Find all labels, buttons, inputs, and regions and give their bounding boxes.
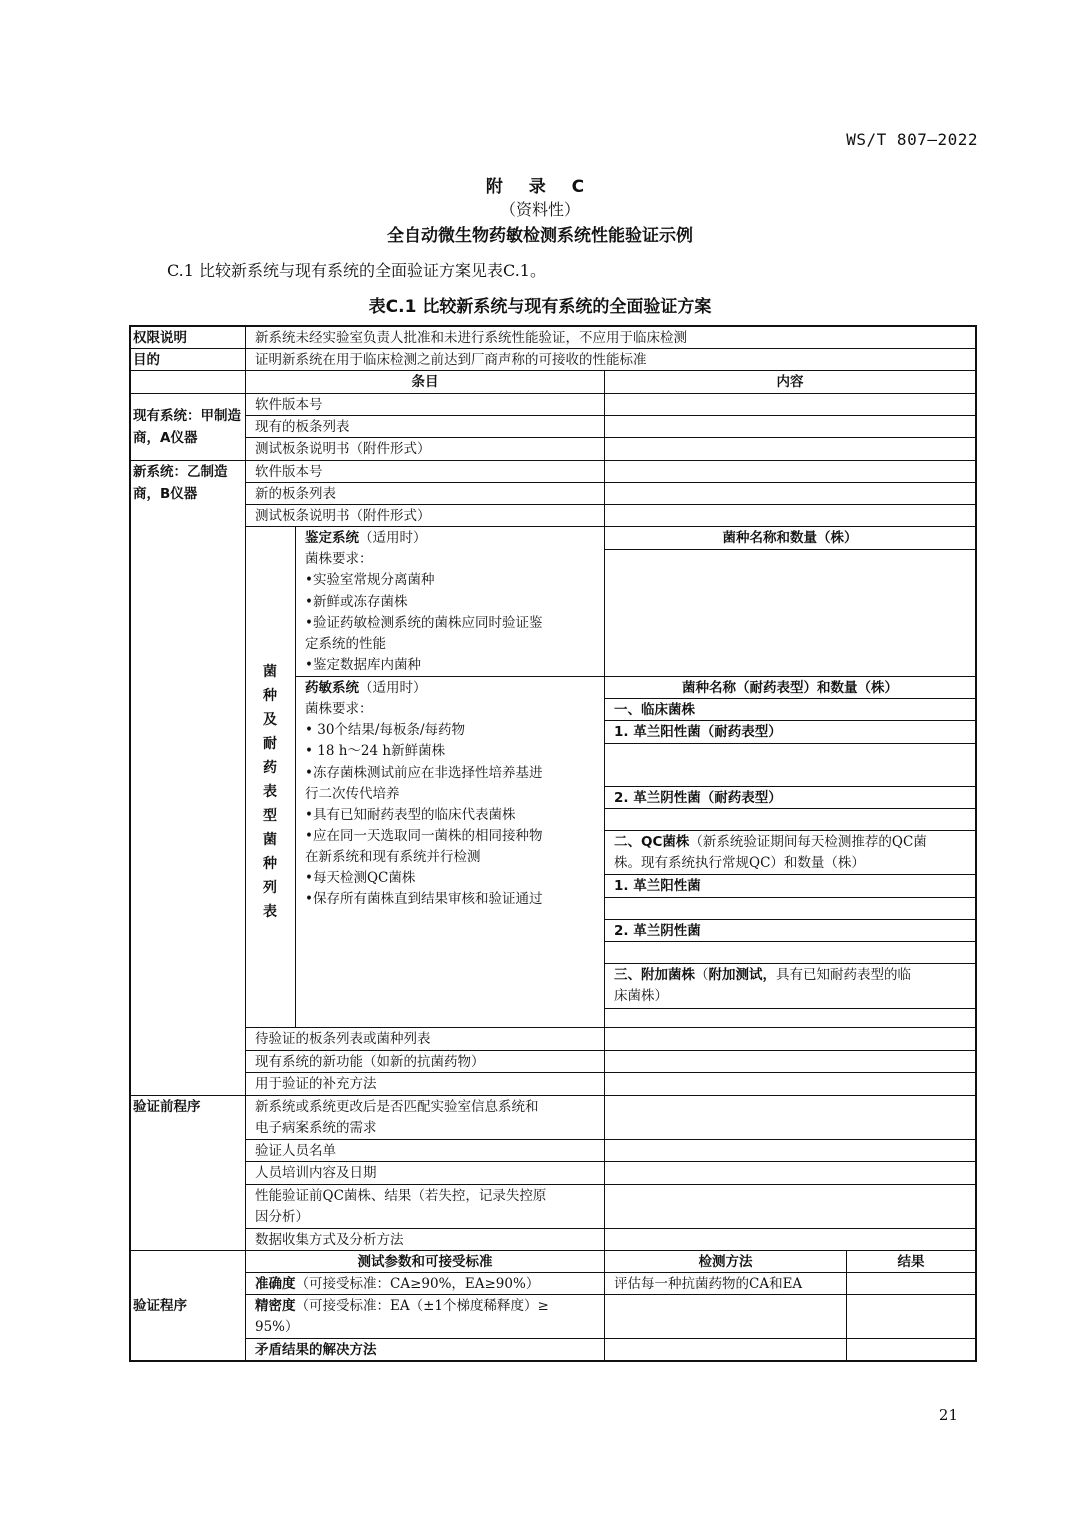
- new-strip-manual: 测试板条说明书（附件形式）: [255, 508, 431, 524]
- ast-item: •冻存菌株测试前应在非选择性培养基进: [305, 765, 543, 781]
- column-header-content: 内容: [776, 374, 804, 390]
- standard-code: WS/T 807—2022: [846, 130, 978, 149]
- permission-label: 权限说明: [133, 330, 187, 346]
- qc-strains-title: 二、QC菌株: [614, 834, 690, 850]
- extra-strains-title: 三、附加菌株: [614, 967, 695, 983]
- result-header: 结果: [897, 1254, 925, 1270]
- extra-strains-note-a: （: [695, 967, 709, 983]
- id-item: •验证药敏检测系统的菌株应同时验证鉴: [305, 615, 543, 631]
- appendix-heading: 全自动微生物药敏检测系统性能验证示例: [387, 226, 693, 246]
- ast-item: •具有已知耐药表型的临床代表菌株: [305, 807, 516, 823]
- id-system-title: 鉴定系统: [305, 530, 359, 546]
- ast-item: • 18 h～24 h新鲜菌株: [305, 743, 446, 759]
- ast-item: •应在同一天选取同一菌株的相同接种物: [305, 828, 543, 844]
- intro-paragraph: C.1 比较新系统与现有系统的全面验证方案见表C.1。: [167, 261, 546, 280]
- strain-list-label: 菌种及耐药表型菌种列表: [263, 664, 277, 920]
- extra-strains-note-c: 具有已知耐药表型的临: [776, 967, 911, 983]
- new-function: 现有系统的新功能（如新的抗菌药物）: [255, 1054, 485, 1070]
- existing-system-label: 现有系统：甲制造商，A仪器: [133, 408, 241, 446]
- pre-qc-results-2: 因分析）: [255, 1209, 309, 1225]
- extra-strains-note-2: 床菌株）: [614, 988, 668, 1004]
- extra-strains-note-b: 附加测试，: [708, 967, 776, 983]
- existing-strip-manual: 测试板条说明书（附件形式）: [255, 441, 431, 457]
- permission-text: 新系统未经实验室负责人批准和未进行系统性能验证，不应用于临床检测: [255, 330, 687, 346]
- appendix-title: 附 录 C: [485, 177, 595, 197]
- ast-item: 在新系统和现有系统并行检测: [305, 849, 481, 865]
- lis-requirement: 新系统或系统更改后是否匹配实验室信息系统和: [255, 1099, 539, 1115]
- id-item: •新鲜或冻存菌株: [305, 594, 408, 610]
- accuracy-criteria: （可接受标准：CA≥90%，EA≥90%）: [295, 1276, 540, 1292]
- precision-title: 精密度: [255, 1298, 296, 1314]
- params-header: 测试参数和可接受标准: [357, 1254, 493, 1270]
- accuracy-title: 准确度: [255, 1276, 296, 1292]
- page-number: 21: [938, 1406, 958, 1424]
- qc-strains-note-2: 株。现有系统执行常规QC）和数量（株）: [614, 855, 865, 871]
- data-collection: 数据收集方式及分析方法: [255, 1232, 404, 1248]
- ast-req-title: 菌株要求：: [305, 701, 373, 717]
- gram-positive-resistant: 1. 革兰阳性菌（耐药表型）: [614, 724, 782, 740]
- qc-strains-note: （新系统验证期间每天检测推荐的QC菌: [689, 834, 927, 850]
- ast-item: •保存所有菌株直到结果审核和验证通过: [305, 891, 543, 907]
- id-item: 定系统的性能: [305, 636, 386, 652]
- ast-item: 行二次传代培养: [305, 786, 400, 802]
- ast-item: •每天检测QC菌株: [305, 870, 416, 886]
- verification-procedure-label: 验证程序: [133, 1298, 187, 1314]
- discrepancy-resolution: 矛盾结果的解决方法: [255, 1342, 377, 1358]
- method-header: 检测方法: [698, 1254, 753, 1270]
- existing-strip-list: 现有的板条列表: [255, 419, 350, 435]
- pre-qc-results: 性能验证前QC菌株、结果（若失控，记录失控原: [255, 1188, 547, 1204]
- new-software-version: 软件版本号: [255, 464, 323, 480]
- ast-system-title: 药敏系统: [305, 680, 359, 696]
- id-item: •实验室常规分离菌种: [305, 572, 435, 588]
- ast-content-header: 菌种名称（耐药表型）和数量（株）: [682, 680, 898, 696]
- id-req-title: 菌株要求：: [305, 551, 373, 567]
- id-content-header: 菌种名称和数量（株）: [722, 530, 858, 546]
- accuracy-method: 评估每一种抗菌药物的CA和EA: [614, 1276, 803, 1292]
- pre-verification-label: 验证前程序: [133, 1099, 201, 1115]
- ast-system-note: （适用时）: [359, 680, 427, 696]
- strip-or-strain-list: 待验证的板条列表或菌种列表: [255, 1031, 431, 1047]
- qc-gram-positive: 1. 革兰阳性菌: [614, 878, 701, 894]
- qc-gram-negative: 2. 革兰阴性菌: [614, 923, 701, 939]
- new-system-label: 新系统：乙制造商，B仪器: [133, 464, 228, 502]
- column-header-item: 条目: [411, 374, 439, 390]
- new-strip-list: 新的板条列表: [255, 486, 336, 502]
- clinical-strains: 一、临床菌株: [614, 702, 695, 718]
- precision-criteria-2: 95%）: [255, 1319, 299, 1335]
- supplementary-method: 用于验证的补充方法: [255, 1076, 377, 1092]
- gram-negative-resistant: 2. 革兰阴性菌（耐药表型）: [614, 790, 782, 806]
- id-system-note: （适用时）: [359, 530, 427, 546]
- purpose-text: 证明新系统在用于临床检测之前达到厂商声称的可接收的性能标准: [255, 352, 647, 368]
- precision-criteria: （可接受标准：EA（±1个梯度稀释度）≥: [295, 1298, 549, 1314]
- lis-requirement-2: 电子病案系统的需求: [255, 1120, 377, 1136]
- ast-item: • 30个结果/每板条/每药物: [305, 722, 466, 738]
- purpose-label: 目的: [133, 352, 160, 368]
- existing-software-version: 软件版本号: [255, 397, 323, 413]
- id-item: •鉴定数据库内菌种: [305, 657, 421, 673]
- appendix-subtitle: （资料性）: [499, 200, 580, 219]
- table-caption: 表C.1 比较新系统与现有系统的全面验证方案: [368, 297, 712, 317]
- personnel-list: 验证人员名单: [255, 1143, 336, 1159]
- training-content: 人员培训内容及日期: [255, 1165, 377, 1181]
